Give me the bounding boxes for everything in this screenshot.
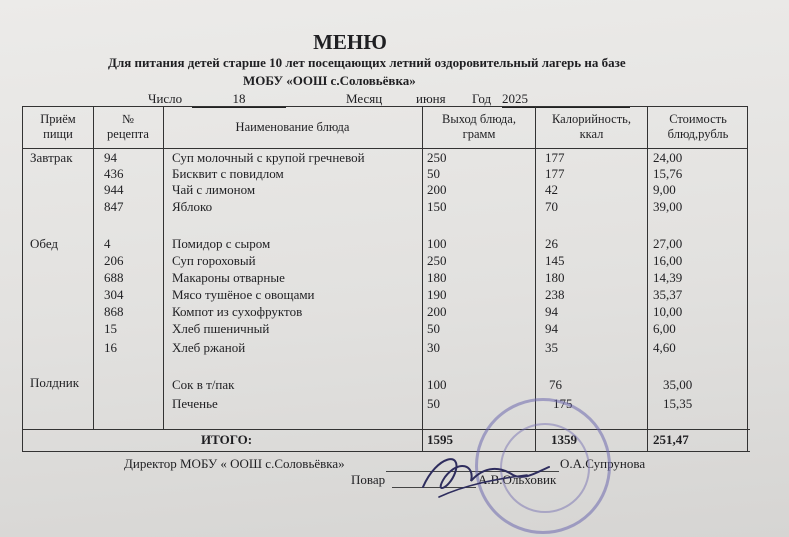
director-label: Директор МОБУ « ООШ с.Соловьёвка» [124, 456, 345, 471]
recipe-number: 688 [104, 270, 124, 285]
recipe-number: 944 [104, 182, 124, 197]
header-bottom-border [22, 148, 747, 149]
cook-name: А.В.Ольховик [478, 472, 557, 487]
calories-value: 238 [545, 287, 565, 302]
cost-value: 9,00 [653, 182, 676, 197]
dish-name: Бисквит с повидлом [172, 166, 284, 181]
month-value: июня [416, 91, 446, 106]
handwritten-signature [415, 445, 555, 505]
header-cost-line2: блюд,рубль [667, 127, 729, 141]
weight-value: 250 [427, 150, 447, 165]
cook-label: Повар [351, 472, 386, 487]
subtitle-line-1: Для питания детей старше 10 лет посещающих летний оздоровительный лагерь на базе [108, 55, 626, 70]
dish-name: Макароны отварные [172, 270, 285, 285]
subtitle-line-2: МОБУ «ООШ с.Соловьёвка» [243, 73, 416, 88]
page-title: МЕНЮ [313, 30, 387, 54]
dish-name: Хлеб ржаной [172, 340, 246, 355]
weight-value: 30 [427, 340, 440, 355]
weight-value: 50 [427, 166, 440, 181]
calories-value: 180 [545, 270, 565, 285]
total-top-border [22, 429, 750, 430]
dish-name: Хлеб пшеничный [172, 321, 270, 336]
cost-value: 35,00 [663, 377, 693, 392]
director-name: О.А.Супрунова [560, 456, 646, 471]
month-label: Месяц [346, 91, 383, 106]
dish-name: Помидор с сыром [172, 236, 271, 251]
weight-value: 190 [427, 287, 447, 302]
dish-name: Компот из сухофруктов [172, 304, 303, 319]
year-value: 2025 [502, 91, 630, 108]
recipe-number: 304 [104, 287, 124, 302]
col-border-left [22, 106, 23, 451]
dish-name: Суп гороховый [172, 253, 256, 268]
cost-value: 24,00 [653, 150, 683, 165]
day-value: 18 [192, 91, 286, 108]
weight-value: 100 [427, 377, 447, 392]
col-border-1 [93, 106, 94, 429]
weight-value: 200 [427, 304, 447, 319]
cost-value: 10,00 [653, 304, 683, 319]
calories-value: 175 [553, 396, 573, 411]
header-recipe [95, 112, 161, 142]
cost-value: 6,00 [653, 321, 676, 336]
calories-value: 145 [545, 253, 565, 268]
header-calories-line1: Калорийность, [551, 112, 632, 126]
header-meal-line1: Приём [40, 112, 76, 126]
weight-value: 250 [427, 253, 447, 268]
dish-name: Печенье [172, 396, 218, 411]
total-label: ИТОГО: [201, 432, 253, 447]
total-cost: 251,47 [653, 432, 689, 447]
cost-value: 35,37 [653, 287, 683, 302]
header-weight-line1: Выход блюда, [442, 112, 516, 126]
weight-value: 180 [427, 270, 447, 285]
weight-value: 150 [427, 199, 447, 214]
recipe-number: 436 [104, 166, 124, 181]
dish-name: Суп молочный с крупой гречневой [172, 150, 365, 165]
weight-value: 100 [427, 236, 447, 251]
recipe-number: 16 [104, 340, 117, 355]
table-top-border [22, 106, 747, 107]
cost-value: 27,00 [653, 236, 683, 251]
cost-value: 4,60 [653, 340, 676, 355]
meal-name-lunch: Обед [30, 236, 59, 251]
cost-value: 14,39 [653, 270, 683, 285]
calories-value: 177 [545, 166, 565, 181]
recipe-number: 4 [104, 236, 111, 251]
weight-value: 50 [427, 321, 440, 336]
col-border-5 [647, 106, 648, 451]
meal-name-snack: Полдник [30, 375, 80, 390]
day-label: Число [148, 91, 183, 106]
weight-value: 50 [427, 396, 440, 411]
calories-value: 177 [545, 150, 565, 165]
header-meal-line2: пищи [43, 127, 73, 141]
recipe-number: 15 [104, 321, 117, 336]
recipe-number: 94 [104, 150, 117, 165]
cost-value: 16,00 [653, 253, 683, 268]
dish-name: Сок в т/пак [172, 377, 235, 392]
weight-value: 200 [427, 182, 447, 197]
header-recipe-line2: рецепта [107, 127, 149, 141]
header-weight-line2: грамм [462, 127, 496, 141]
header-recipe-line1: № [122, 112, 134, 126]
total-weight: 1595 [427, 432, 453, 447]
meal-name-breakfast: Завтрак [30, 150, 73, 165]
dish-name: Яблоко [172, 199, 213, 214]
header-dish: Наименование блюда [235, 120, 350, 134]
calories-value: 70 [545, 199, 558, 214]
col-border-2 [163, 106, 164, 429]
calories-value: 35 [545, 340, 558, 355]
recipe-number: 847 [104, 199, 124, 214]
calories-value: 42 [545, 182, 558, 197]
calories-value: 94 [545, 304, 558, 319]
cost-value: 39,00 [653, 199, 683, 214]
recipe-number: 206 [104, 253, 124, 268]
dish-name: Мясо тушёное с овощами [172, 287, 315, 302]
dish-name: Чай с лимоном [172, 182, 256, 197]
header-weight [424, 112, 534, 142]
calories-value: 76 [549, 377, 562, 392]
header-calories [537, 112, 646, 142]
header-calories-line2: ккал [579, 127, 604, 141]
year-label: Год [472, 91, 492, 106]
calories-value: 26 [545, 236, 558, 251]
calories-value: 94 [545, 321, 558, 336]
header-cost [649, 112, 747, 142]
col-border-right [747, 106, 748, 451]
total-bottom-border [22, 451, 750, 452]
recipe-number: 868 [104, 304, 124, 319]
header-cost-line1: Стоимость [669, 112, 727, 126]
col-border-3 [422, 106, 423, 451]
total-calories: 1359 [551, 432, 577, 447]
header-meal [24, 112, 92, 142]
cost-value: 15,35 [663, 396, 693, 411]
cost-value: 15,76 [653, 166, 683, 181]
